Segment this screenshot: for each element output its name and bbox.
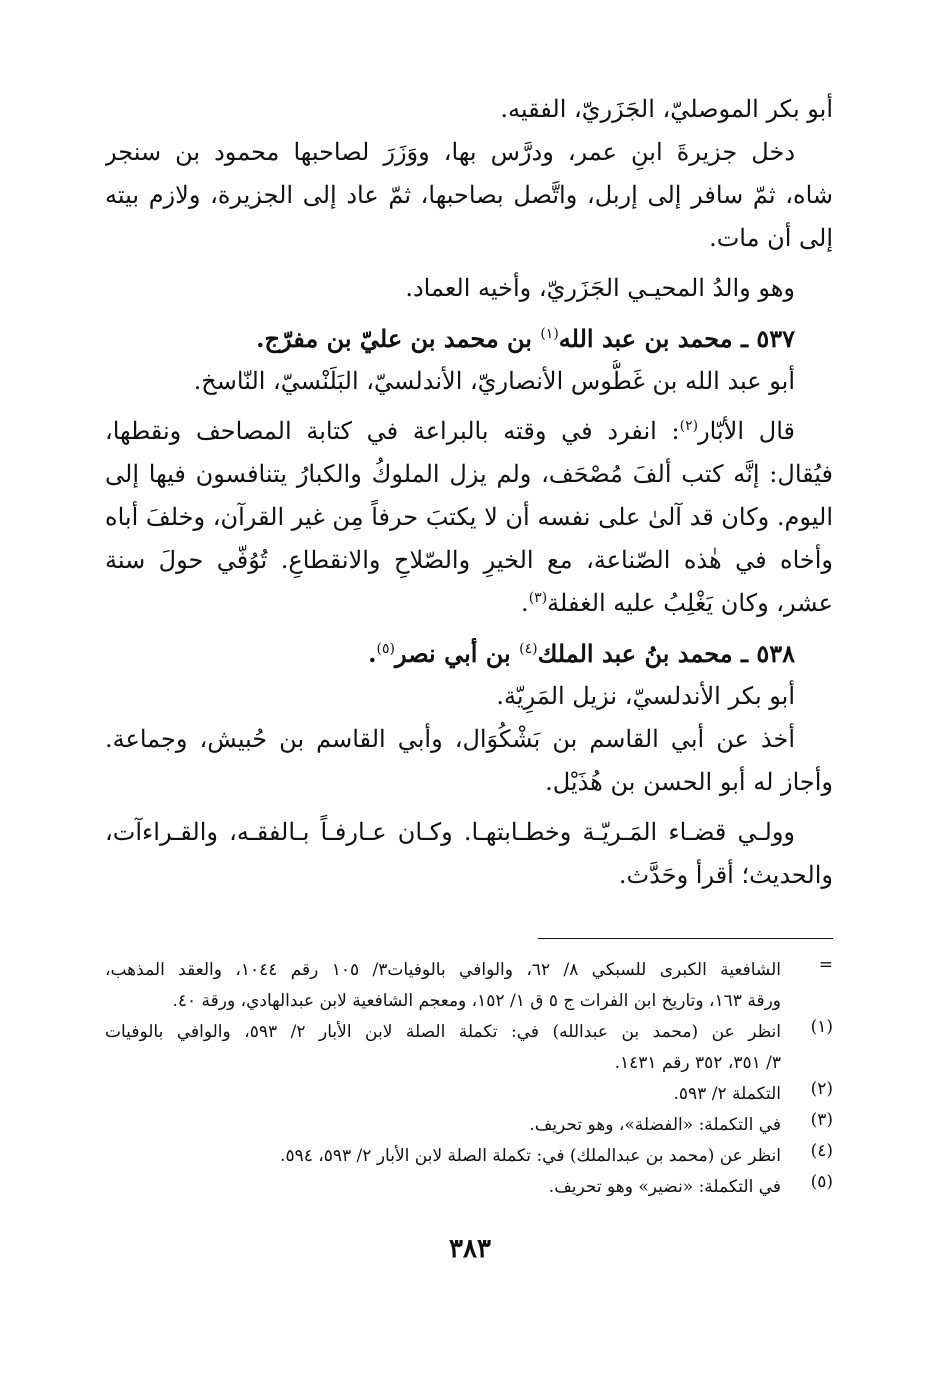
text-line: أخذ عن أبي القاسم بن بَشْكُوَال، وأبي القاسم بن حُبيش، وجماعة.: [105, 725, 796, 753]
text-line: وولـي قضـاء المَـريّـة وخطـابتهـا. وكـان عـارفـاً بـالفقـه، والقـراءآت،: [105, 818, 795, 846]
footnote-body: [105, 1079, 781, 1110]
footnote-line: الشافعية الكبرى للسبكي ٨/ ٦٢، والوافي بالوفيات٣/ ١٠٥ رقم ١٠٤٤، والعقد المذهب،: [105, 960, 781, 980]
text-line: وهو والدُ المحيـي الجَزَريّ، وأخيه العماد.: [405, 274, 795, 302]
footnote-marker: (٤): [810, 1141, 833, 1161]
text-line: [105, 582, 833, 625]
text-segment: : انفرد في وقته بالبراعة في كتابة المصاحف ونقطها،: [105, 417, 680, 445]
text-line: إلى أن مات.: [709, 224, 833, 252]
footnote-reference: (٣): [528, 590, 548, 606]
entry-heading-537: [105, 317, 833, 360]
entry-heading-538: [105, 632, 833, 675]
footnote-reference: (٤): [519, 641, 538, 657]
entry-heading-text: بن محمد بن عليّ بن مفرّج.: [256, 324, 541, 353]
footnote-marker: (٣): [810, 1110, 833, 1130]
text-line: أبو عبد الله بن غَطُّوس الأنصاريّ، الأندلسيّ، البَلَنْسيّ، النّاسخ.: [193, 367, 795, 395]
footnote-line: انظر عن (محمد بن عبدالملك) في: تكملة الصلة لابن الأبار ٢/ ٥٩٣، ٥٩٤.: [280, 1146, 781, 1166]
footnote-body: [105, 955, 781, 1017]
footnote-line: التكملة ٢/ ٥٩٣.: [673, 1084, 781, 1104]
text-line: اليوم. وكان قد آلىٰ على نفسه أن لا يكتبَ حرفاً مِن غير القرآن، وخلفَ أباه: [105, 503, 833, 531]
entry-heading-text: بن أبي نصر: [394, 639, 520, 668]
footnote-4: [105, 1141, 833, 1172]
text-segment: .: [521, 589, 529, 617]
entry-heading-text: ٥٣٧ ـ محمد بن عبد الله: [558, 324, 795, 353]
footnote-reference: (٥): [376, 641, 395, 657]
footnote-body: [105, 1141, 781, 1172]
footnote-reference: (١): [540, 326, 559, 342]
footnote-marker: (٥): [810, 1172, 833, 1192]
footnote-line: انظر عن (محمد بن عبدالله) في: تكملة الصلة لابن الأبار ٢/ ٥٩٣، والوافي بالوفيات: [105, 1022, 781, 1042]
main-text-body: [105, 88, 833, 897]
text-line: أبو بكر الموصليّ، الجَزَريّ، الفقيه.: [500, 95, 833, 123]
footnote-line: ٣/ ٣٥١، ٣٥٢ رقم ١٤٣١.: [614, 1053, 781, 1073]
text-line: دخل جزيرةَ ابنِ عمر، ودرَّس بها، ووَزَرَ لصاحبها محمود بن سنجر: [105, 138, 795, 166]
footnote-body: [105, 1017, 781, 1079]
footnote-5: [105, 1172, 833, 1203]
text-segment: عشر، وكان يَغْلِبُ عليه الغفلة: [547, 589, 833, 617]
footnote-body: [105, 1172, 781, 1203]
footnote-body: [105, 1110, 781, 1141]
text-line: فيُقال: إنَّه كتب ألفَ مُصْحَف، ولم يزل الملوكُ والكبارُ يتنافسون فيها إلى: [105, 460, 833, 488]
footnote-line: في التكملة: «الفضلة»، وهو تحريف.: [529, 1115, 781, 1135]
text-line: وأجاز له أبو الحسن بن هُذَيْل.: [545, 768, 833, 796]
footnote-2: [105, 1079, 833, 1110]
footnote-3: [105, 1110, 833, 1141]
entry-heading-text: ٥٣٨ ـ محمد بنُ عبد الملك: [537, 639, 795, 668]
footnote-1: [105, 1017, 833, 1079]
page-number: ٣٨٣: [449, 1234, 491, 1264]
footnote-line: ورقة ١٦٣، وتاريخ ابن الفرات ج ٥ ق ١/ ١٥٢، ومعجم الشافعية لابن عبدالهادي، ورقة ٤٠.: [172, 991, 781, 1011]
text-line: شاه، ثمّ سافر إلى إربل، واتَّصل بصاحبها، ثمّ عاد إلى الجزيرة، ولازم بيته: [105, 181, 833, 209]
footnote-reference: (٢): [679, 418, 699, 434]
text-segment: قال الأبّار: [698, 417, 795, 445]
footnote-line: في التكملة: «نضير» وهو تحريف.: [548, 1177, 781, 1197]
text-line: [105, 410, 833, 453]
text-line: وأخاه في هٰذه الصّناعة، مع الخيرِ والصّلاحِ والانقطاعِ. تُوُفّي حولَ سنة: [105, 546, 833, 574]
footnote-marker: (٢): [810, 1079, 833, 1099]
text-line: أبو بكر الأندلسيّ، نزيل المَرِيّة.: [496, 682, 795, 710]
footnotes-section: [105, 955, 833, 1203]
footnote-divider: [538, 938, 833, 939]
entry-heading-text: .: [368, 639, 377, 668]
footnote-marker: (١): [810, 1017, 833, 1037]
footnote-continuation: [105, 955, 833, 1017]
text-line: والحديث؛ أقرأ وحَدَّث.: [618, 861, 833, 889]
footnote-marker: =: [818, 955, 833, 975]
